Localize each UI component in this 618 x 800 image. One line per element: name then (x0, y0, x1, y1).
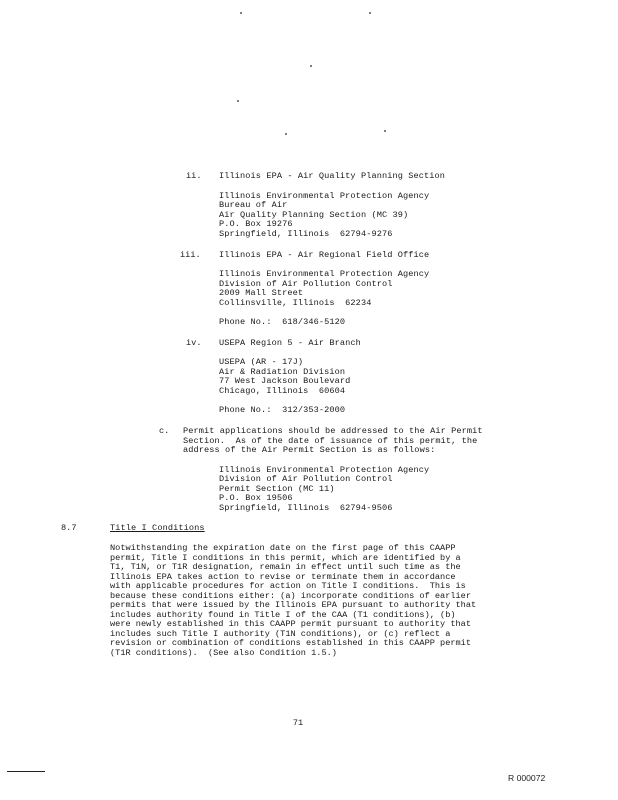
body-line: permit, Title I conditions in this permit, which are identified by a (110, 553, 461, 563)
address-line: Springfield, Illinois 62794-9506 (219, 503, 393, 513)
bates-number: R 000072 (508, 773, 546, 783)
item-heading: Illinois EPA - Air Quality Planning Section (219, 171, 446, 181)
item-heading: Illinois EPA - Air Regional Field Office (219, 250, 430, 260)
phone-line: Phone No.: 618/346-5120 (219, 317, 346, 327)
footer-rule (7, 771, 45, 772)
address-line: USEPA (AR - 17J) (219, 357, 304, 367)
address-line: Air Quality Planning Section (MC 39) (219, 210, 409, 220)
paragraph-line: address of the Air Permit Section is as follows: (183, 445, 436, 455)
scan-speck (369, 12, 371, 14)
scan-speck (384, 130, 386, 132)
address-line: Chicago, Illinois 60604 (219, 386, 346, 396)
section-title: Title I Conditions (110, 523, 205, 533)
section-number: 8.7 (61, 523, 77, 533)
address-line: Permit Section (MC 11) (219, 484, 335, 494)
body-line: Notwithstanding the expiration date on the first page of this CAAPP (110, 543, 456, 553)
scan-speck (310, 65, 312, 67)
address-line: Illinois Environmental Protection Agency (219, 465, 430, 475)
body-line: includes authority found in Title I of the CAA (T1 conditions), (b) (110, 610, 456, 620)
address-line: Springfield, Illinois 62794-9276 (219, 229, 393, 239)
body-line: with applicable procedures for action on Title I conditions. This is (110, 581, 466, 591)
address-line: Illinois Environmental Protection Agency (219, 269, 430, 279)
body-line: permits that were issued by the Illinois EPA pursuant to authority that (110, 600, 477, 610)
body-line: were newly established in this CAAPP permit pursuant to authority that (110, 619, 471, 629)
item-letter: c. (159, 426, 170, 436)
paragraph-line: Permit applications should be addressed to the Air Permit (183, 426, 483, 436)
address-line: Division of Air Pollution Control (219, 279, 393, 289)
body-line: because these conditions either: (a) incorporate conditions of earlier (110, 591, 471, 601)
body-line: (T1R conditions). (See also Condition 1.5.) (110, 648, 337, 658)
address-line: Division of Air Pollution Control (219, 474, 393, 484)
address-line: P.O. Box 19276 (219, 219, 293, 229)
phone-line: Phone No.: 312/353-2000 (219, 405, 346, 415)
scan-speck (240, 12, 242, 14)
address-line: 2009 Mall Street (219, 288, 304, 298)
address-line: Illinois Environmental Protection Agency (219, 191, 430, 201)
address-line: 77 West Jackson Boulevard (219, 376, 351, 386)
scan-speck (237, 100, 239, 102)
address-line: Bureau of Air (219, 200, 288, 210)
item-heading: USEPA Region 5 - Air Branch (219, 338, 361, 348)
item-numeral: iv. (186, 338, 202, 348)
page-number: 71 (292, 718, 304, 728)
body-line: T1, T1N, or T1R designation, remain in effect until such time as the (110, 562, 461, 572)
scan-speck (285, 133, 287, 135)
address-line: Collinsville, Illinois 62234 (219, 298, 372, 308)
paragraph-line: Section. As of the date of issuance of this permit, the (183, 436, 478, 446)
item-numeral: iii. (180, 250, 201, 260)
address-line: Air & Radiation Division (219, 367, 346, 377)
body-line: includes such Title I authority (T1N conditions), or (c) reflect a (110, 629, 451, 639)
body-line: Illinois EPA takes action to revise or terminate them in accordance (110, 572, 456, 582)
item-numeral: ii. (186, 171, 202, 181)
address-line: P.O. Box 19506 (219, 493, 293, 503)
body-line: revision or combination of conditions established in this CAAPP permit (110, 638, 471, 648)
